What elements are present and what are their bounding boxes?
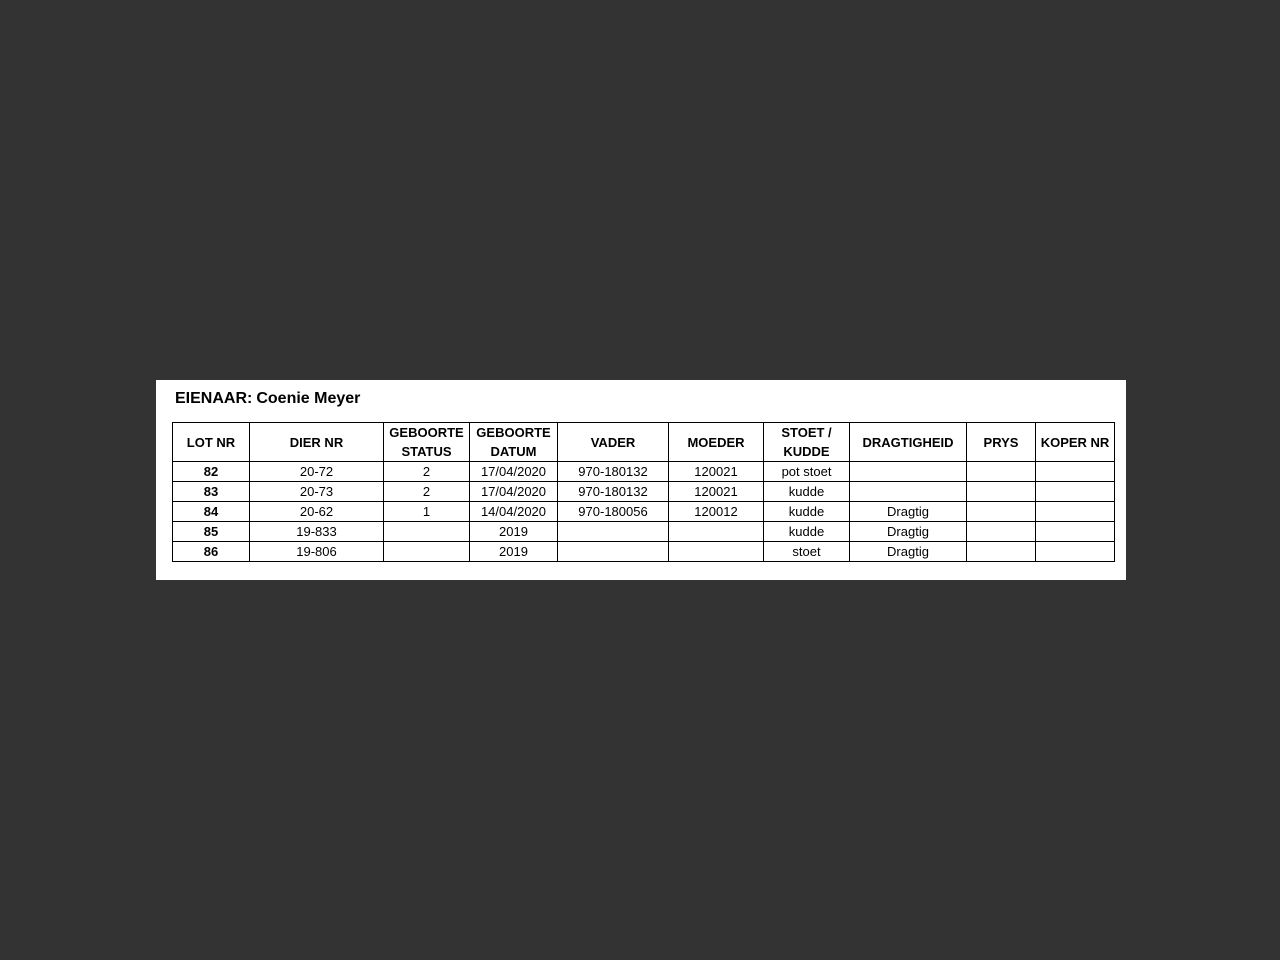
cell-dragtigheid: Dragtig — [850, 542, 967, 562]
cell-koper-nr — [1036, 502, 1115, 522]
cell-dier-nr: 20-62 — [250, 502, 384, 522]
cell-lot-nr: 86 — [173, 542, 250, 562]
cell-geboorte-status: 2 — [384, 482, 470, 502]
cell-vader — [558, 522, 669, 542]
cell-lot-nr: 85 — [173, 522, 250, 542]
lot-table — [172, 422, 1115, 562]
header-lot-nr: LOT NR — [173, 423, 250, 462]
cell-dier-nr: 19-806 — [250, 542, 384, 562]
cell-dier-nr: 19-833 — [250, 522, 384, 542]
cell-dragtigheid: Dragtig — [850, 502, 967, 522]
cell-geboorte-datum: 14/04/2020 — [470, 502, 558, 522]
cell-moeder: 120021 — [669, 462, 764, 482]
cell-lot-nr: 84 — [173, 502, 250, 522]
cell-geboorte-datum: 2019 — [470, 522, 558, 542]
table-row — [173, 482, 1115, 502]
table-row — [173, 502, 1115, 522]
cell-prys — [967, 502, 1036, 522]
header-geboorte-status: GEBOORTE STATUS — [384, 423, 470, 462]
cell-prys — [967, 542, 1036, 562]
cell-vader: 970-180132 — [558, 462, 669, 482]
cell-dier-nr: 20-72 — [250, 462, 384, 482]
cell-stoet-kudde: kudde — [764, 502, 850, 522]
header-row — [173, 423, 1115, 462]
cell-lot-nr: 83 — [173, 482, 250, 502]
cell-geboorte-status: 1 — [384, 502, 470, 522]
cell-moeder: 120021 — [669, 482, 764, 502]
cell-prys — [967, 462, 1036, 482]
cell-geboorte-datum: 17/04/2020 — [470, 482, 558, 502]
header-vader: VADER — [558, 423, 669, 462]
cell-vader: 970-180132 — [558, 482, 669, 502]
header-stoet-kudde: STOET / KUDDE — [764, 423, 850, 462]
cell-koper-nr — [1036, 482, 1115, 502]
cell-geboorte-datum: 17/04/2020 — [470, 462, 558, 482]
header-moeder: MOEDER — [669, 423, 764, 462]
cell-stoet-kudde: kudde — [764, 522, 850, 542]
cell-geboorte-status: 2 — [384, 462, 470, 482]
cell-dier-nr: 20-73 — [250, 482, 384, 502]
header-dragtigheid: DRAGTIGHEID — [850, 423, 967, 462]
cell-prys — [967, 522, 1036, 542]
owner-label: EIENAAR: — [175, 390, 253, 407]
owner-heading — [175, 390, 360, 408]
cell-prys — [967, 482, 1036, 502]
cell-vader — [558, 542, 669, 562]
cell-koper-nr — [1036, 542, 1115, 562]
cell-vader: 970-180056 — [558, 502, 669, 522]
cell-geboorte-status — [384, 542, 470, 562]
cell-dragtigheid — [850, 462, 967, 482]
cell-lot-nr: 82 — [173, 462, 250, 482]
cell-geboorte-datum: 2019 — [470, 542, 558, 562]
document-sheet — [156, 380, 1126, 580]
cell-dragtigheid — [850, 482, 967, 502]
cell-moeder — [669, 542, 764, 562]
cell-geboorte-status — [384, 522, 470, 542]
cell-koper-nr — [1036, 522, 1115, 542]
table-row — [173, 462, 1115, 482]
header-geboorte-datum: GEBOORTE DATUM — [470, 423, 558, 462]
cell-stoet-kudde: kudde — [764, 482, 850, 502]
table-row — [173, 522, 1115, 542]
cell-koper-nr — [1036, 462, 1115, 482]
cell-stoet-kudde: stoet — [764, 542, 850, 562]
header-prys: PRYS — [967, 423, 1036, 462]
header-koper-nr: KOPER NR — [1036, 423, 1115, 462]
cell-moeder — [669, 522, 764, 542]
header-dier-nr: DIER NR — [250, 423, 384, 462]
cell-dragtigheid: Dragtig — [850, 522, 967, 542]
cell-moeder: 120012 — [669, 502, 764, 522]
cell-stoet-kudde: pot stoet — [764, 462, 850, 482]
owner-name: Coenie Meyer — [256, 390, 361, 407]
table-row — [173, 542, 1115, 562]
